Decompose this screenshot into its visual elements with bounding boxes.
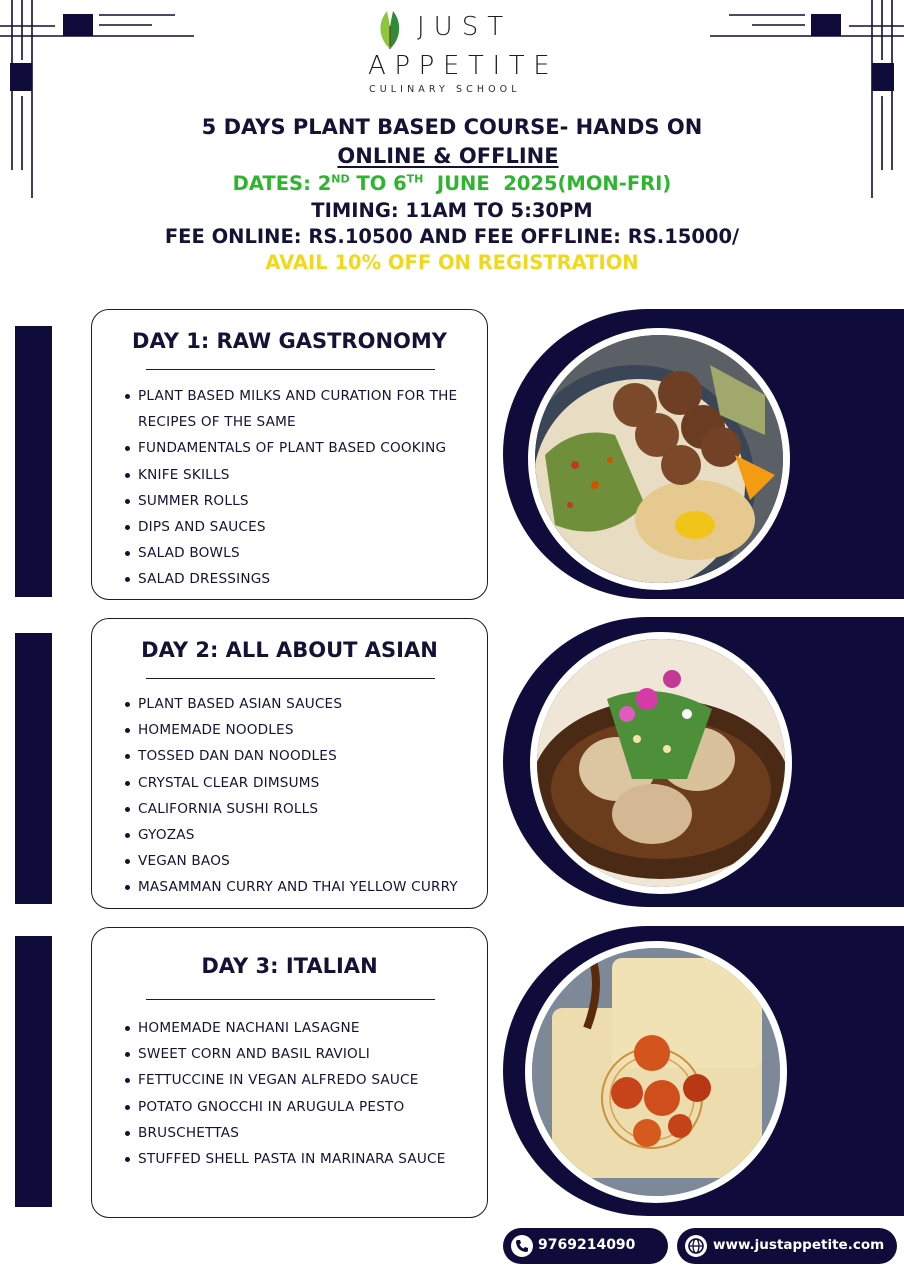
course-mode-text: ONLINE & OFFLINE [337, 144, 559, 168]
list-item: PLANT BASED MILKS AND CURATION FOR THE RECIPES OF THE SAME [138, 383, 483, 435]
dates-prefix: DATES: 2 [232, 172, 332, 195]
list-item: CRYSTAL CLEAR DIMSUMS [138, 770, 458, 796]
day3-topic-list [92, 1015, 446, 1172]
website-contact[interactable] [677, 1228, 897, 1264]
globe-icon [685, 1235, 707, 1257]
dates-mid: TO 6 [349, 172, 407, 195]
list-item: BRUSCHETTAS [138, 1120, 446, 1146]
list-item: HOMEMADE NOODLES [138, 717, 458, 743]
phone-number: 9769214090 [538, 1237, 636, 1253]
list-item: FETTUCCINE IN VEGAN ALFREDO SAUCE [138, 1067, 446, 1093]
day2-title: DAY 2: ALL ABOUT ASIAN [141, 638, 438, 662]
day3-title: DAY 3: ITALIAN [201, 954, 378, 978]
day1-title: DAY 1: RAW GASTRONOMY [132, 329, 447, 353]
ravioli-photo [525, 941, 787, 1203]
falafel-bowl-photo [528, 328, 790, 590]
brand-tagline: CULINARY SCHOOL [369, 84, 521, 95]
day1-side-bar [15, 326, 52, 597]
list-item: SALAD DRESSINGS [138, 566, 483, 592]
list-item: FUNDAMENTALS OF PLANT BASED COOKING [138, 435, 483, 461]
day1-card [91, 309, 488, 600]
list-item: TOSSED DAN DAN NOODLES [138, 743, 458, 769]
brand-logo [360, 6, 560, 98]
course-mode [0, 144, 904, 168]
dates-sup-th: TH [406, 172, 424, 186]
phone-icon [511, 1235, 533, 1257]
brand-line1: JUST [417, 12, 513, 42]
brand-line2: APPETITE [368, 51, 559, 81]
website-url: www.justappetite.com [713, 1237, 885, 1253]
day1-topic-list [92, 383, 483, 593]
list-item: DIPS AND SAUCES [138, 514, 483, 540]
list-item: PLANT BASED ASIAN SAUCES [138, 691, 458, 717]
list-item: SWEET CORN AND BASIL RAVIOLI [138, 1041, 446, 1067]
day1-title-rule [146, 369, 435, 370]
day2-title-rule [146, 678, 435, 679]
dates-suffix: JUNE 2025(MON-FRI) [423, 172, 672, 195]
corner-ornament-left [0, 0, 200, 200]
course-title: 5 DAYS PLANT BASED COURSE- HANDS ON [201, 115, 703, 139]
dumplings-photo [530, 632, 792, 894]
list-item: KNIFE SKILLS [138, 462, 483, 488]
day2-topic-list [92, 691, 458, 901]
day3-side-bar [15, 936, 52, 1207]
day3-card [91, 927, 488, 1218]
list-item: SALAD BOWLS [138, 540, 483, 566]
course-timing: TIMING: 11AM TO 5:30PM [311, 199, 593, 222]
dates-sup-nd: ND [331, 172, 350, 186]
list-item: STUFFED SHELL PASTA IN MARINARA SAUCE [138, 1146, 446, 1172]
day3-title-rule [146, 999, 435, 1000]
course-dates [0, 172, 904, 195]
registration-offer: AVAIL 10% OFF ON REGISTRATION [265, 251, 639, 274]
list-item: HOMEMADE NACHANI LASAGNE [138, 1015, 446, 1041]
list-item: GYOZAS [138, 822, 458, 848]
list-item: MASAMMAN CURRY AND THAI YELLOW CURRY [138, 874, 458, 900]
phone-contact[interactable] [503, 1228, 668, 1264]
corner-ornament-right [704, 0, 904, 200]
list-item: POTATO GNOCCHI IN ARUGULA PESTO [138, 1094, 446, 1120]
list-item: SUMMER ROLLS [138, 488, 483, 514]
list-item: CALIFORNIA SUSHI ROLLS [138, 796, 458, 822]
course-fee: FEE ONLINE: RS.10500 AND FEE OFFLINE: RS.15000/ [164, 225, 740, 248]
leaf-icon [375, 8, 405, 50]
day2-side-bar [15, 633, 52, 904]
list-item: VEGAN BAOS [138, 848, 458, 874]
day2-card [91, 618, 488, 909]
